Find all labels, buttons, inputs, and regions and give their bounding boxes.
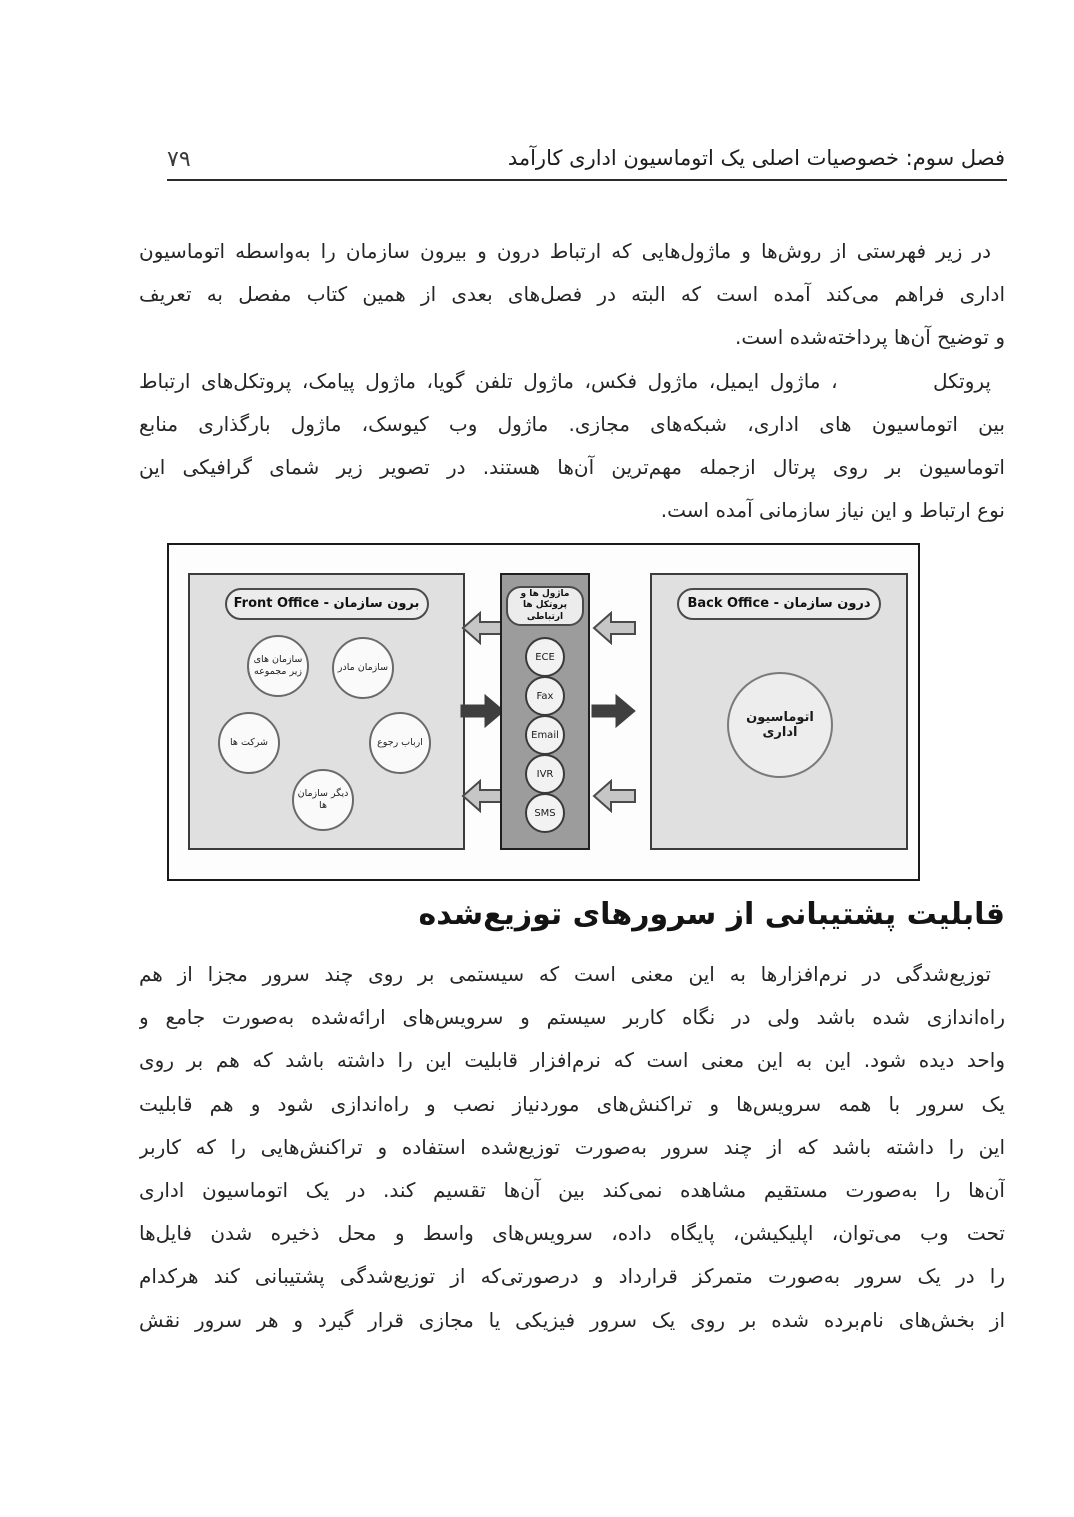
arrow-right-icon	[458, 691, 506, 731]
back-office-title: Back Office - درون سازمان	[677, 588, 881, 620]
office-automation-diagram	[167, 543, 920, 881]
org-circle-companies: شرکت ها	[218, 712, 280, 774]
page-number: ۷۹	[167, 147, 191, 172]
org-circle-other-orgs: دیگر سازمان ها	[292, 769, 354, 831]
front-office-panel	[188, 573, 465, 850]
chapter-title: فصل سوم: خصوصیات اصلی یک اتوماسیون اداری کارآمد	[507, 146, 1005, 170]
arrow-left-icon	[592, 779, 636, 813]
modules-title-line2: ارتباطی	[526, 611, 564, 622]
paragraph-line: پروتکل ، ماژول ایمیل، ماژول فکس، ماژول تلفن گویا، ماژول پیامک، پروتکل‌های ارتباط	[139, 368, 991, 393]
paragraph-line: واحد دیده شود. این به این معنی است که نرم‌افزار قابلیت این را داشته باشد که هم بر روی	[139, 1048, 1005, 1073]
paragraph-line: راه‌اندازی شده باشد ولی در نگاه کاربر سیستم و سرویس‌های ارائه‌شده به‌صورت جامع و	[139, 1005, 1005, 1030]
arrow-right-icon	[589, 691, 637, 731]
paragraph-line: در زیر فهرستی از روش‌ها و ماژول‌هایی که ارتباط درون و بیرون سازمان را به‌واسطه اتوماسیون	[139, 239, 991, 263]
arrow-left-icon	[461, 779, 505, 813]
module-circle-email: Email	[525, 715, 565, 755]
paragraph-line: یک سرور با همه سرویس‌ها و تراکنش‌های موردنیاز نصب و راه‌اندازی شود و هم قابلیت	[139, 1091, 1005, 1116]
modules-title	[506, 586, 584, 626]
office-automation-circle: اتوماسیون اداری	[727, 672, 833, 778]
modules-column	[500, 573, 590, 850]
paragraph-line: از بخش‌های نام‌برده شده بر روی یک سرور فیزیکی یا مجازی قرار گیرد و هر سرور نقش	[139, 1307, 1005, 1332]
paragraph-line: توزیع‌شدگی در نرم‌افزارها به این معنی است که سیستمی بر روی چند سرور مجزا از هم	[139, 962, 991, 986]
intro-paragraphs	[139, 230, 1005, 532]
module-circle-ece: ECE	[525, 637, 565, 677]
header-divider	[167, 179, 1007, 181]
paragraph-line: و توضیح آن‌ها پرداخته‌شده است.	[734, 325, 1005, 350]
org-circle-subsidiaries: سازمان های زیر مجموعه	[247, 635, 309, 697]
front-office-title: Front Office - برون سازمان	[225, 588, 429, 620]
module-circle-sms: SMS	[525, 793, 565, 833]
paragraph-line: تحت وب می‌توان، اپلیکیشن، پایگاه داده، سرویس‌های واسط و محل ذخیره شدن فایل‌ها	[139, 1221, 1005, 1246]
paragraph-line: بین اتوماسیون های اداری، شبکه‌های مجازی. ماژول وب کیوسک، ماژول بارگذاری منابع	[139, 411, 1005, 436]
back-office-panel	[650, 573, 908, 850]
paragraph-line: را در یک سرور به‌صورت متمرکز قرارداد و درصورتی‌که از توزیع‌شدگی پشتیبانی کند هرکدام	[139, 1264, 1005, 1289]
paragraph-line: اداری فراهم می‌کند آمده است که البته در فصل‌های بعدی از همین کتاب مفصل به تعریف	[139, 282, 1005, 307]
org-circle-clients: ارباب رجوع	[369, 712, 431, 774]
body-paragraphs	[139, 953, 1005, 1342]
paragraph-line: این را داشته باشد که از چند سرور به‌صورت توزیع‌شده استفاده و تراکنش‌هایی را که کاربر	[139, 1134, 1005, 1159]
org-circle-parent-org: سازمان مادر	[332, 637, 394, 699]
module-circle-ivr: IVR	[525, 754, 565, 794]
arrow-left-icon	[461, 611, 505, 645]
module-circle-fax: Fax	[525, 676, 565, 716]
paragraph-line: اتوماسیون بر روی پرتال ازجمله مهم‌ترین آن‌ها هستند. در تصویر زیر شمای گرافیکی این	[139, 454, 1005, 479]
arrow-left-icon	[592, 611, 636, 645]
section-heading: قابلیت پشتیبانی از سرورهای توزیع‌شده	[418, 897, 1005, 932]
paragraph-line: نوع ارتباط و این نیاز سازمانی آمده است.	[660, 498, 1005, 523]
paragraph-line: آن‌ها را به‌صورت مستقیم مشاهده نمی‌کند بین آن‌ها تقسیم کند. در یک اتوماسیون اداری	[139, 1177, 1005, 1202]
modules-title-line1: ماژول ها و پروتکل ها	[520, 589, 570, 611]
